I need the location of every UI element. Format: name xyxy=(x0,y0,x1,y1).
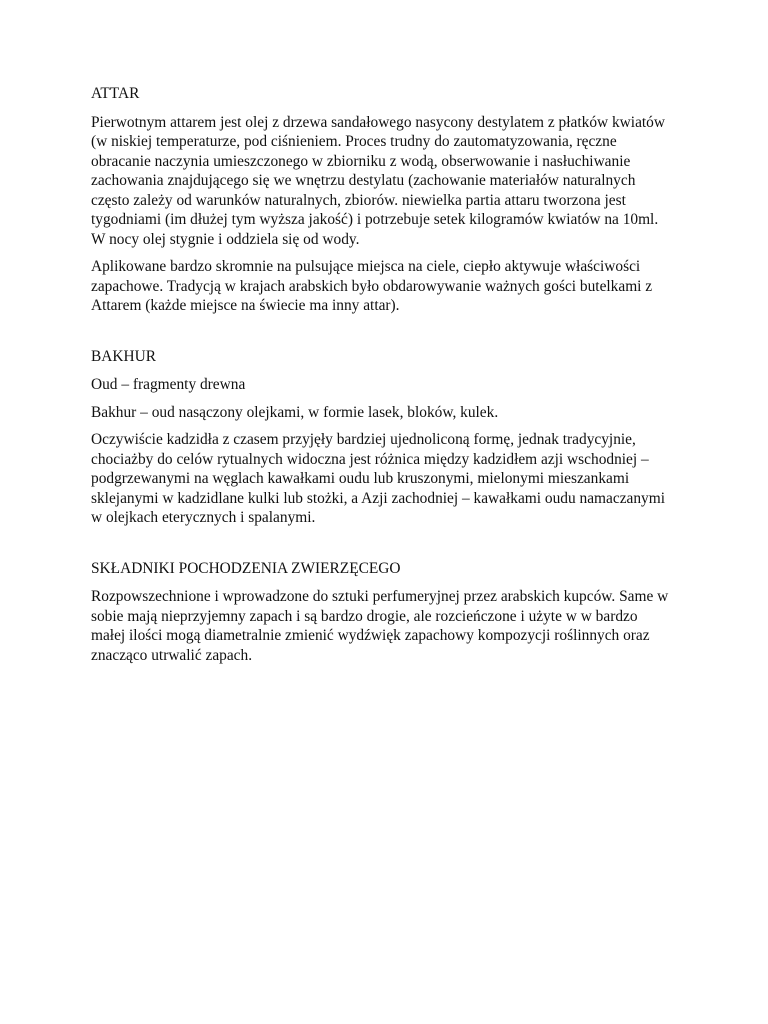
text-line: Rozpowszechnione i wprowadzone do sztuki perfumeryjnej przez arabskich kupców. Same w xyxy=(91,588,669,605)
text-line: sklejanymi w kadzidlane kulki lub stożki, a Azji zachodniej – kawałkami oudu namaczanymi xyxy=(91,489,665,507)
section-heading: BAKHUR xyxy=(91,347,156,365)
text-line: Oczywiście kadzidła z czasem przyjęły bardziej ujednoliconą formę, jednak tradycyjnie, xyxy=(91,431,636,448)
document-page xyxy=(91,84,681,673)
text-line: zachowania znajdującego się we wnętrzu destylatu (zachowanie materiałów naturalnych xyxy=(91,172,636,189)
text-line: w olejkach eterycznych i spalanymi. xyxy=(91,509,316,526)
text-line: chociażby do celów rytualnych widoczna jest różnica między kadzidłem azji wschodniej – xyxy=(91,450,649,468)
text-line: sobie mają nieprzyjemny zapach i są bardzo drogie, ale rozcieńczone i użyte w w bardzo xyxy=(91,607,638,625)
paragraph xyxy=(91,375,681,395)
paragraph xyxy=(91,257,681,316)
text-line: Attarem (każde miejsce na świecie ma inny attar). xyxy=(91,297,400,314)
section-animal-ingredients xyxy=(91,559,681,666)
paragraph xyxy=(91,403,681,423)
section-attar xyxy=(91,84,681,316)
text-line: małej ilości mogą diametralnie zmienić wydźwięk zapachowy kompozycji roślinnych oraz xyxy=(91,627,650,644)
text-line: (w niskiej temperaturze, pod ciśnieniem. Proces trudny do zautomatyzowania, ręczne xyxy=(91,133,617,150)
section-bakhur xyxy=(91,347,681,528)
paragraph xyxy=(91,587,681,665)
text-line: W nocy olej stygnie i oddziela się od wody. xyxy=(91,230,360,248)
text-line: obracanie naczynia umieszczonego w zbiorniku z wodą, obserwowanie i nasłuchiwanie xyxy=(91,152,631,170)
section-spacer xyxy=(91,536,681,559)
text-line: Oud – fragmenty drewna xyxy=(91,376,246,393)
section-heading: ATTAR xyxy=(91,85,140,102)
paragraph xyxy=(91,113,681,250)
text-line: Pierwotnym attarem jest olej z drzewa sandałowego nasycony destylatem z płatków kwiatów xyxy=(91,113,665,131)
text-line: Bakhur – oud nasączony olejkami, w formie lasek, bloków, kulek. xyxy=(91,403,499,421)
text-line: Aplikowane bardzo skromnie na pulsujące miejsca na ciele, ciepło aktywuje właściwości xyxy=(91,258,641,275)
text-line: podgrzewanymi na węglach kawałkami oudu lub kruszonymi, mielonymi mieszankami xyxy=(91,470,630,487)
text-line: zapachowe. Tradycją w krajach arabskich było obdarowywanie ważnych gości butelkami z xyxy=(91,277,653,295)
section-spacer xyxy=(91,324,681,347)
text-line: znacząco utrwalić zapach. xyxy=(91,646,253,664)
section-heading: SKŁADNIKI POCHODZENIA ZWIERZĘCEGO xyxy=(91,559,401,577)
text-line: tygodniami (im dłużej tym wyższa jakość) i potrzebuje setek kilogramów kwiatów na 10ml. xyxy=(91,211,659,228)
paragraph xyxy=(91,430,681,528)
text-line: często zależy od warunków naturalnych, zbiorów. niewielka partia attaru tworzona jest xyxy=(91,191,626,209)
